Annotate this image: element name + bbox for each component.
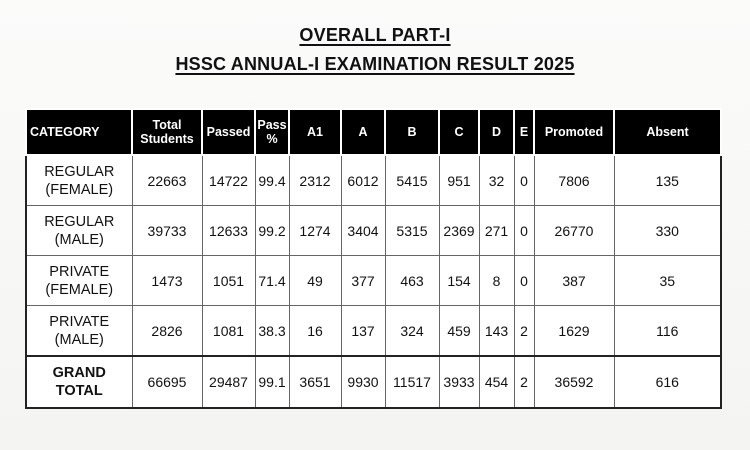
grand-total-row — [26, 356, 721, 408]
cell-promoted: 7806 — [534, 155, 614, 206]
row-category — [26, 306, 132, 357]
category-line: TOTAL — [55, 383, 103, 399]
cell-absent: 330 — [614, 206, 721, 256]
row-category — [26, 155, 132, 206]
cell-d: 32 — [479, 155, 514, 206]
cell-d: 143 — [479, 306, 514, 357]
header-text: Total — [152, 118, 182, 132]
header-text: C — [454, 125, 464, 139]
header-absent — [614, 109, 721, 155]
cell-pass-percent: 38.3 — [255, 306, 289, 357]
row-category — [26, 356, 132, 408]
result-table — [25, 108, 722, 409]
category-line: GRAND — [52, 365, 106, 381]
header-passed — [202, 109, 255, 155]
cell-e: 0 — [514, 206, 534, 256]
header-d — [479, 109, 514, 155]
cell-c: 2369 — [439, 206, 479, 256]
header-text: B — [407, 125, 417, 139]
cell-pass-percent: 99.2 — [255, 206, 289, 256]
table-row — [26, 155, 721, 206]
cell-promoted: 26770 — [534, 206, 614, 256]
cell-promoted: 36592 — [534, 356, 614, 408]
cell-c: 154 — [439, 256, 479, 306]
cell-a1: 3651 — [289, 356, 341, 408]
cell-absent: 35 — [614, 256, 721, 306]
cell-passed: 29487 — [202, 356, 255, 408]
category-line: PRIVATE — [49, 313, 110, 330]
header-category — [26, 109, 132, 155]
cell-a: 137 — [341, 306, 385, 357]
header-row — [26, 109, 721, 155]
cell-a: 6012 — [341, 155, 385, 206]
category-line: REGULAR — [44, 213, 115, 230]
cell-total-students: 22663 — [132, 155, 202, 206]
cell-c: 3933 — [439, 356, 479, 408]
cell-promoted: 1629 — [534, 306, 614, 357]
row-category — [26, 206, 132, 256]
header-text: D — [491, 125, 502, 139]
cell-a1: 49 — [289, 256, 341, 306]
header-total-students — [132, 109, 202, 155]
cell-passed: 14722 — [202, 155, 255, 206]
cell-total-students: 1473 — [132, 256, 202, 306]
cell-absent: 116 — [614, 306, 721, 357]
cell-pass-percent: 99.1 — [255, 356, 289, 408]
cell-a: 377 — [341, 256, 385, 306]
cell-b: 11517 — [385, 356, 439, 408]
header-text: Students — [140, 132, 194, 146]
category-line: PRIVATE — [49, 263, 110, 280]
category-line: (FEMALE) — [45, 281, 114, 298]
cell-a: 3404 — [341, 206, 385, 256]
header-b — [385, 109, 439, 155]
cell-passed: 12633 — [202, 206, 255, 256]
title-line-2: HSSC ANNUAL-I EXAMINATION RESULT 2025 — [175, 54, 575, 74]
header-text: E — [519, 125, 529, 139]
cell-total-students: 39733 — [132, 206, 202, 256]
cell-b: 324 — [385, 306, 439, 357]
cell-c: 459 — [439, 306, 479, 357]
category-line: (MALE) — [54, 331, 104, 348]
cell-a1: 2312 — [289, 155, 341, 206]
cell-pass-percent: 71.4 — [255, 256, 289, 306]
cell-absent: 616 — [614, 356, 721, 408]
cell-total-students: 66695 — [132, 356, 202, 408]
header-text: A — [358, 125, 368, 139]
header-promoted — [534, 109, 614, 155]
header-text: Passed — [206, 125, 251, 139]
cell-pass-percent: 99.4 — [255, 155, 289, 206]
cell-e: 2 — [514, 356, 534, 408]
header-a1 — [289, 109, 341, 155]
table-row — [26, 306, 721, 357]
cell-a1: 16 — [289, 306, 341, 357]
category-line: (MALE) — [54, 231, 104, 248]
title-line-1: OVERALL PART-I — [299, 25, 451, 45]
category-line: (FEMALE) — [45, 181, 114, 198]
header-text: CATEGORY — [30, 125, 100, 139]
cell-promoted: 387 — [534, 256, 614, 306]
cell-e: 0 — [514, 256, 534, 306]
header-text: % — [266, 132, 278, 146]
cell-passed: 1081 — [202, 306, 255, 357]
header-pass-percent — [255, 109, 289, 155]
cell-e: 2 — [514, 306, 534, 357]
header-c — [439, 109, 479, 155]
header-text: Promoted — [544, 125, 604, 139]
table-row — [26, 206, 721, 256]
cell-passed: 1051 — [202, 256, 255, 306]
cell-b: 5315 — [385, 206, 439, 256]
header-text: Pass — [257, 118, 287, 132]
header-text: A1 — [307, 125, 323, 139]
cell-e: 0 — [514, 155, 534, 206]
category-line: REGULAR — [44, 163, 115, 180]
cell-b: 5415 — [385, 155, 439, 206]
header-a — [341, 109, 385, 155]
cell-a: 9930 — [341, 356, 385, 408]
cell-total-students: 2826 — [132, 306, 202, 357]
cell-d: 271 — [479, 206, 514, 256]
row-category — [26, 256, 132, 306]
cell-d: 454 — [479, 356, 514, 408]
cell-c: 951 — [439, 155, 479, 206]
cell-b: 463 — [385, 256, 439, 306]
header-e — [514, 109, 534, 155]
cell-a1: 1274 — [289, 206, 341, 256]
cell-absent: 135 — [614, 155, 721, 206]
cell-d: 8 — [479, 256, 514, 306]
table-row — [26, 256, 721, 306]
header-text: Absent — [646, 125, 689, 139]
